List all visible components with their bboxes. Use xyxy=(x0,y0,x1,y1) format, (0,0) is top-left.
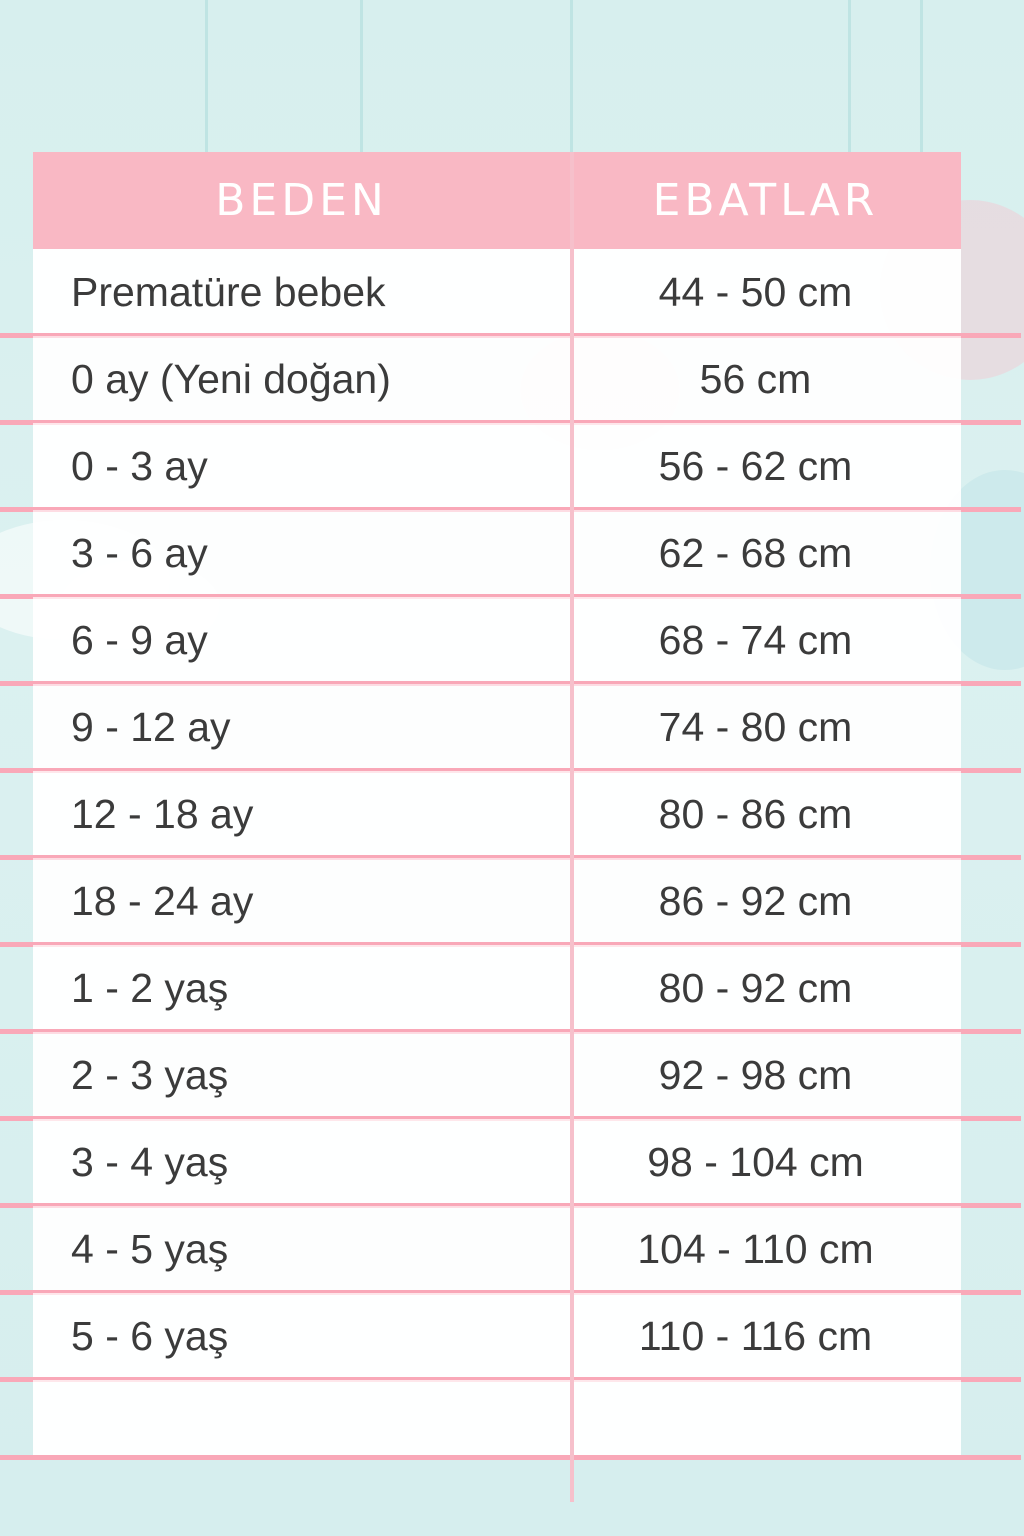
cell-size: 5 - 6 yaş xyxy=(71,1313,229,1359)
cell-measurement: 80 - 92 cm xyxy=(658,965,853,1011)
table-body xyxy=(33,249,961,1380)
cell-measurement: 44 - 50 cm xyxy=(658,269,853,315)
table-header-row xyxy=(33,152,961,249)
cell-measurement: 56 - 62 cm xyxy=(658,443,853,489)
cell-measurement: 110 - 116 cm xyxy=(638,1313,873,1359)
cell-measurement: 104 - 110 cm xyxy=(637,1226,874,1272)
decorative-hanging-line xyxy=(848,0,851,152)
cell-size: 18 - 24 ay xyxy=(71,878,254,924)
table-row xyxy=(33,423,961,510)
cell-size: 3 - 6 ay xyxy=(71,530,208,576)
table-row xyxy=(33,249,961,336)
cell-size: 4 - 5 yaş xyxy=(71,1226,229,1272)
size-chart-card xyxy=(33,152,961,1458)
cell-size: 2 - 3 yaş xyxy=(71,1052,229,1098)
table-row xyxy=(33,945,961,1032)
table-row xyxy=(33,1206,961,1293)
row-separator xyxy=(0,1455,1021,1460)
cell-measurement: 56 cm xyxy=(699,356,812,402)
cell-measurement: 86 - 92 cm xyxy=(658,878,853,924)
cell-size: 9 - 12 ay xyxy=(71,704,231,750)
table-row xyxy=(33,1293,961,1380)
decorative-hanging-line xyxy=(920,0,923,152)
table-row xyxy=(33,510,961,597)
decorative-hanging-line xyxy=(360,0,363,152)
table-footer-spacer xyxy=(33,1380,961,1458)
cell-size: 1 - 2 yaş xyxy=(71,965,229,1011)
cell-size: Prematüre bebek xyxy=(71,269,386,315)
table-row xyxy=(33,684,961,771)
cell-size: 0 - 3 ay xyxy=(71,443,208,489)
column-divider xyxy=(570,152,574,1502)
cell-measurement: 74 - 80 cm xyxy=(658,704,853,750)
cell-measurement: 68 - 74 cm xyxy=(658,617,853,663)
table-row xyxy=(33,771,961,858)
decorative-hanging-line xyxy=(205,0,208,152)
decorative-hanging-line xyxy=(570,0,573,152)
cell-measurement: 98 - 104 cm xyxy=(647,1139,864,1185)
cell-size: 3 - 4 yaş xyxy=(71,1139,229,1185)
cell-size: 0 ay (Yeni doğan) xyxy=(71,356,391,402)
column-header-size: BEDEN xyxy=(215,175,388,226)
cell-measurement: 62 - 68 cm xyxy=(658,530,853,576)
table-row xyxy=(33,597,961,684)
table-row xyxy=(33,858,961,945)
table-row xyxy=(33,336,961,423)
cell-measurement: 80 - 86 cm xyxy=(658,791,853,837)
cell-size: 6 - 9 ay xyxy=(71,617,208,663)
column-header-measurement: EBATLAR xyxy=(652,175,879,226)
cell-measurement: 92 - 98 cm xyxy=(658,1052,853,1098)
table-row xyxy=(33,1119,961,1206)
cell-size: 12 - 18 ay xyxy=(71,791,254,837)
table-row xyxy=(33,1032,961,1119)
